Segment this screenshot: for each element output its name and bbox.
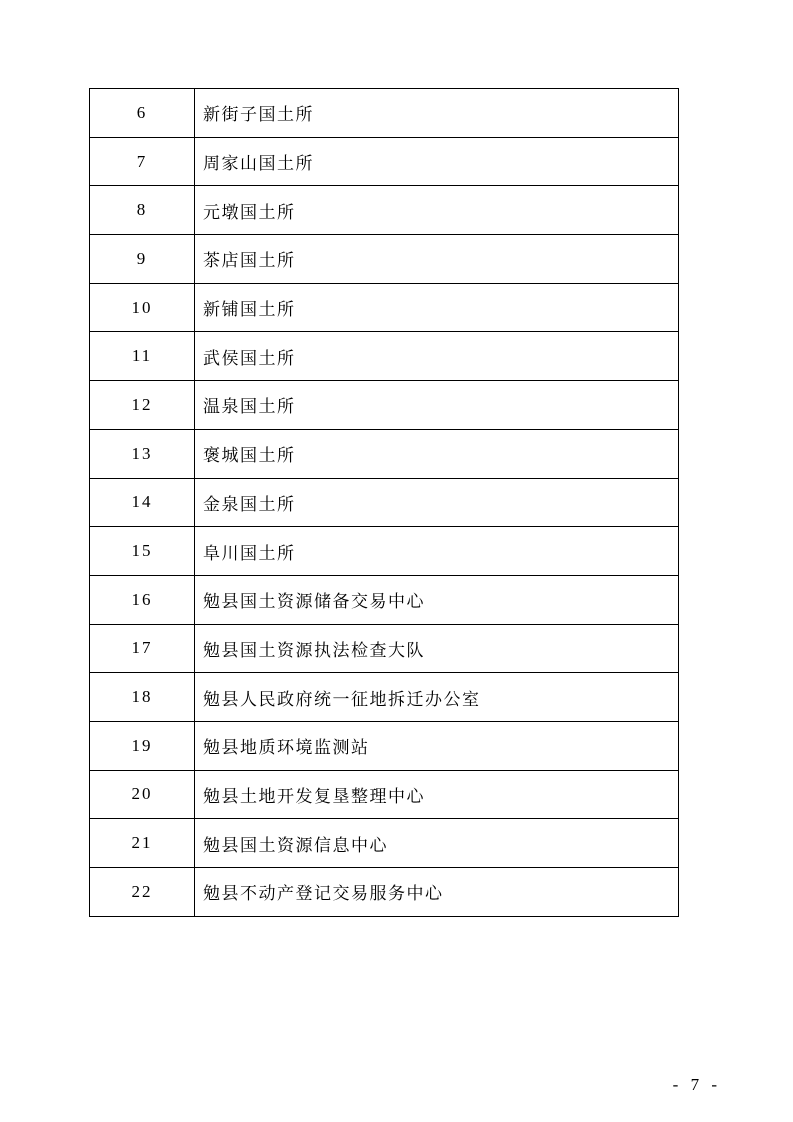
table-row xyxy=(90,478,679,527)
row-number: 14 xyxy=(90,478,195,527)
row-number: 22 xyxy=(90,868,195,917)
row-number: 15 xyxy=(90,527,195,576)
table-row xyxy=(90,527,679,576)
table-row xyxy=(90,186,679,235)
unit-name: 武侯国土所 xyxy=(195,332,679,381)
unit-name: 勉县国土资源执法检查大队 xyxy=(195,624,679,673)
row-number: 19 xyxy=(90,721,195,770)
unit-name: 新铺国土所 xyxy=(195,283,679,332)
unit-name: 勉县地质环境监测站 xyxy=(195,721,679,770)
unit-name: 阜川国土所 xyxy=(195,527,679,576)
page-number: - 7 - xyxy=(672,1075,721,1094)
unit-name: 新街子国土所 xyxy=(195,89,679,138)
table-row xyxy=(90,137,679,186)
unit-name: 温泉国土所 xyxy=(195,381,679,430)
row-number: 13 xyxy=(90,429,195,478)
row-number: 16 xyxy=(90,575,195,624)
unit-name: 勉县国土资源信息中心 xyxy=(195,819,679,868)
table-row xyxy=(90,819,679,868)
table-row xyxy=(90,624,679,673)
table-row xyxy=(90,332,679,381)
table-row xyxy=(90,770,679,819)
unit-name: 勉县人民政府统一征地拆迁办公室 xyxy=(195,673,679,722)
unit-name: 元墩国土所 xyxy=(195,186,679,235)
table-row xyxy=(90,89,679,138)
table-row xyxy=(90,381,679,430)
row-number: 11 xyxy=(90,332,195,381)
row-number: 18 xyxy=(90,673,195,722)
table-row xyxy=(90,575,679,624)
unit-name: 勉县土地开发复垦整理中心 xyxy=(195,770,679,819)
unit-name: 茶店国土所 xyxy=(195,235,679,284)
unit-name: 勉县国土资源储备交易中心 xyxy=(195,575,679,624)
table-row xyxy=(90,868,679,917)
row-number: 10 xyxy=(90,283,195,332)
row-number: 8 xyxy=(90,186,195,235)
table-row xyxy=(90,721,679,770)
row-number: 21 xyxy=(90,819,195,868)
row-number: 9 xyxy=(90,235,195,284)
row-number: 7 xyxy=(90,137,195,186)
row-number: 20 xyxy=(90,770,195,819)
unit-name: 褒城国土所 xyxy=(195,429,679,478)
unit-name: 周家山国土所 xyxy=(195,137,679,186)
unit-name: 金泉国土所 xyxy=(195,478,679,527)
row-number: 17 xyxy=(90,624,195,673)
units-table-body xyxy=(90,89,679,917)
table-row xyxy=(90,673,679,722)
row-number: 12 xyxy=(90,381,195,430)
unit-name: 勉县不动产登记交易服务中心 xyxy=(195,868,679,917)
table-row xyxy=(90,235,679,284)
units-table xyxy=(89,88,679,917)
table-row xyxy=(90,429,679,478)
table-row xyxy=(90,283,679,332)
row-number: 6 xyxy=(90,89,195,138)
